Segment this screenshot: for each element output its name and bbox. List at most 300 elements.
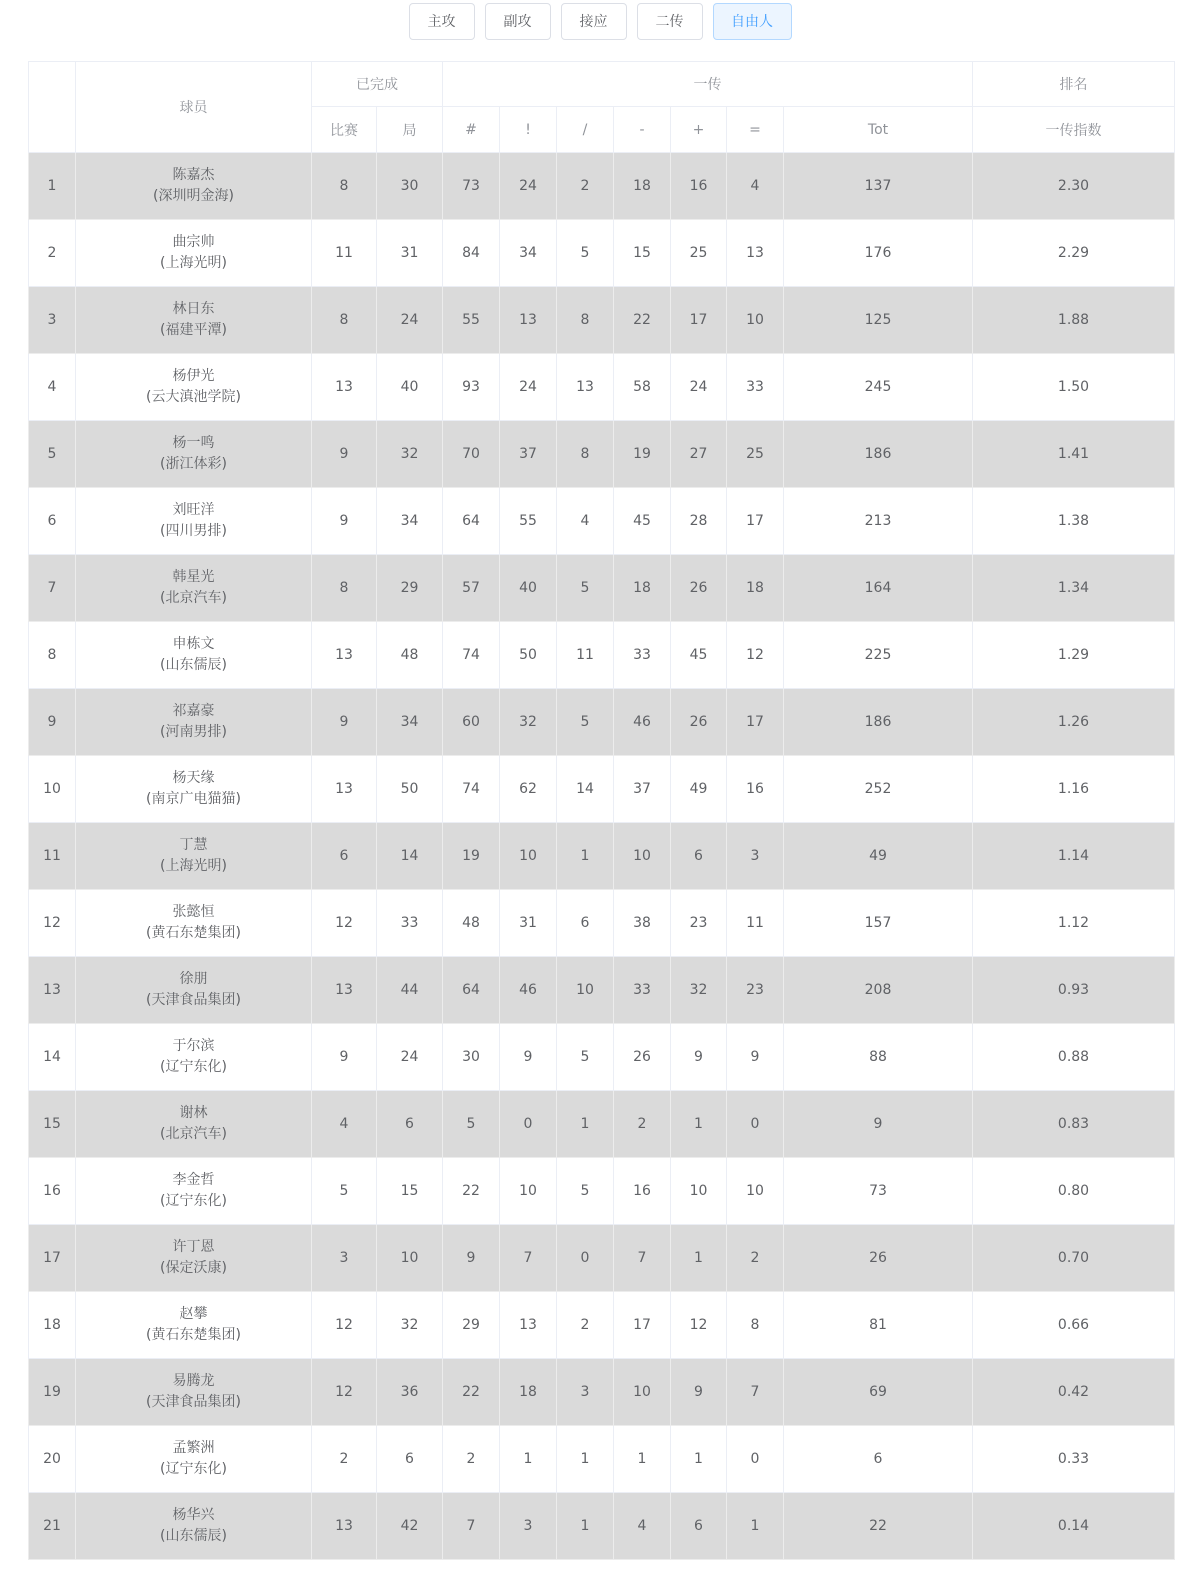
cell-reception-index: 0.42 [973, 1359, 1175, 1426]
cell-perfect: 64 [443, 957, 500, 1024]
cell-error: 10 [727, 287, 784, 354]
col-header-perfect[interactable]: # [443, 107, 500, 153]
cell-overpass: 1 [557, 1426, 614, 1493]
player-name: 谢林 [179, 1105, 208, 1121]
table-row[interactable] [29, 1493, 1175, 1560]
cell-poor: 22 [614, 287, 671, 354]
cell-perfect: 70 [443, 421, 500, 488]
player-cell [76, 1091, 312, 1158]
cell-good: 62 [500, 756, 557, 823]
rank-cell: 10 [29, 756, 76, 823]
player-cell [76, 957, 312, 1024]
cell-good: 37 [500, 421, 557, 488]
cell-sets: 42 [377, 1493, 443, 1560]
table-row[interactable] [29, 1158, 1175, 1225]
cell-sets: 36 [377, 1359, 443, 1426]
table-row[interactable] [29, 622, 1175, 689]
cell-reception-index: 1.14 [973, 823, 1175, 890]
cell-total: 252 [784, 756, 973, 823]
rank-header [29, 62, 76, 153]
cell-sets: 33 [377, 890, 443, 957]
player-cell [76, 823, 312, 890]
cell-matches: 8 [312, 555, 377, 622]
cell-good: 32 [500, 689, 557, 756]
cell-positive: 28 [671, 488, 727, 555]
col-header-error[interactable]: = [727, 107, 784, 153]
table-row[interactable] [29, 488, 1175, 555]
cell-positive: 17 [671, 287, 727, 354]
cell-error: 18 [727, 555, 784, 622]
table-row[interactable] [29, 287, 1175, 354]
player-team: (北京汽车) [160, 590, 227, 606]
cell-perfect: 2 [443, 1426, 500, 1493]
cell-error: 12 [727, 622, 784, 689]
cell-total: 88 [784, 1024, 973, 1091]
cell-positive: 49 [671, 756, 727, 823]
cell-sets: 15 [377, 1158, 443, 1225]
cell-reception-index: 1.41 [973, 421, 1175, 488]
cell-good: 40 [500, 555, 557, 622]
player-cell [76, 689, 312, 756]
rank-cell: 17 [29, 1225, 76, 1292]
table-row[interactable] [29, 756, 1175, 823]
cell-sets: 34 [377, 488, 443, 555]
cell-overpass: 10 [557, 957, 614, 1024]
cell-matches: 13 [312, 354, 377, 421]
cell-reception-index: 2.30 [973, 153, 1175, 220]
cell-poor: 58 [614, 354, 671, 421]
cell-total: 26 [784, 1225, 973, 1292]
table-row[interactable] [29, 220, 1175, 287]
table-row[interactable] [29, 354, 1175, 421]
table-row[interactable] [29, 1091, 1175, 1158]
rank-cell: 6 [29, 488, 76, 555]
player-name: 曲宗帅 [172, 234, 215, 250]
cell-poor: 1 [614, 1426, 671, 1493]
cell-good: 7 [500, 1225, 557, 1292]
cell-overpass: 1 [557, 1493, 614, 1560]
player-cell [76, 488, 312, 555]
cell-matches: 11 [312, 220, 377, 287]
player-cell [76, 555, 312, 622]
cell-total: 49 [784, 823, 973, 890]
cell-overpass: 13 [557, 354, 614, 421]
cell-total: 157 [784, 890, 973, 957]
table-row[interactable] [29, 555, 1175, 622]
cell-good: 31 [500, 890, 557, 957]
cell-positive: 1 [671, 1225, 727, 1292]
cell-perfect: 5 [443, 1091, 500, 1158]
cell-matches: 13 [312, 957, 377, 1024]
cell-sets: 32 [377, 421, 443, 488]
cell-perfect: 29 [443, 1292, 500, 1359]
cell-good: 34 [500, 220, 557, 287]
cell-overpass: 3 [557, 1359, 614, 1426]
cell-perfect: 22 [443, 1359, 500, 1426]
reception-stats-table [28, 61, 1175, 1560]
cell-error: 2 [727, 1225, 784, 1292]
cell-reception-index: 1.26 [973, 689, 1175, 756]
player-cell [76, 1292, 312, 1359]
player-name: 杨伊光 [172, 368, 215, 384]
player-name: 徐朋 [179, 971, 208, 987]
cell-poor: 10 [614, 1359, 671, 1426]
player-team: (上海光明) [160, 255, 227, 271]
cell-matches: 13 [312, 622, 377, 689]
cell-sets: 10 [377, 1225, 443, 1292]
cell-reception-index: 0.14 [973, 1493, 1175, 1560]
player-cell [76, 287, 312, 354]
cell-sets: 31 [377, 220, 443, 287]
cell-total: 176 [784, 220, 973, 287]
cell-overpass: 8 [557, 421, 614, 488]
cell-sets: 30 [377, 153, 443, 220]
cell-matches: 12 [312, 1292, 377, 1359]
cell-positive: 24 [671, 354, 727, 421]
table-row[interactable] [29, 1292, 1175, 1359]
cell-error: 13 [727, 220, 784, 287]
cell-error: 7 [727, 1359, 784, 1426]
cell-reception-index: 0.93 [973, 957, 1175, 1024]
tab-middle-blocker[interactable]: 副攻 [485, 3, 551, 40]
cell-matches: 8 [312, 287, 377, 354]
cell-perfect: 73 [443, 153, 500, 220]
cell-positive: 6 [671, 1493, 727, 1560]
player-cell [76, 220, 312, 287]
player-name: 杨一鸣 [172, 435, 215, 451]
player-team: (河南男排) [160, 724, 227, 740]
player-team: (黄石东楚集团) [146, 1327, 241, 1343]
col-header-good[interactable]: ! [500, 107, 557, 153]
cell-poor: 19 [614, 421, 671, 488]
cell-poor: 38 [614, 890, 671, 957]
cell-error: 11 [727, 890, 784, 957]
cell-poor: 18 [614, 153, 671, 220]
player-team: (北京汽车) [160, 1126, 227, 1142]
cell-good: 13 [500, 287, 557, 354]
cell-total: 69 [784, 1359, 973, 1426]
rank-cell: 13 [29, 957, 76, 1024]
cell-sets: 32 [377, 1292, 443, 1359]
cell-total: 186 [784, 421, 973, 488]
cell-error: 4 [727, 153, 784, 220]
table-row[interactable] [29, 957, 1175, 1024]
player-name: 杨华兴 [172, 1507, 215, 1523]
player-name: 丁慧 [179, 837, 208, 853]
table-row[interactable] [29, 1359, 1175, 1426]
cell-perfect: 74 [443, 756, 500, 823]
cell-poor: 4 [614, 1493, 671, 1560]
cell-reception-index: 1.12 [973, 890, 1175, 957]
cell-perfect: 74 [443, 622, 500, 689]
cell-reception-index: 1.50 [973, 354, 1175, 421]
cell-overpass: 2 [557, 1292, 614, 1359]
cell-good: 0 [500, 1091, 557, 1158]
cell-reception-index: 1.16 [973, 756, 1175, 823]
player-team: (山东儒辰) [160, 657, 227, 673]
player-name: 李金哲 [172, 1172, 215, 1188]
cell-good: 13 [500, 1292, 557, 1359]
player-cell [76, 1493, 312, 1560]
cell-total: 213 [784, 488, 973, 555]
cell-positive: 1 [671, 1426, 727, 1493]
cell-reception-index: 1.34 [973, 555, 1175, 622]
player-name: 赵攀 [179, 1306, 208, 1322]
cell-overpass: 0 [557, 1225, 614, 1292]
rank-cell: 12 [29, 890, 76, 957]
table-row[interactable] [29, 421, 1175, 488]
player-team: (辽宁东化) [160, 1059, 227, 1075]
cell-matches: 9 [312, 488, 377, 555]
cell-positive: 1 [671, 1091, 727, 1158]
cell-overpass: 11 [557, 622, 614, 689]
rank-cell: 9 [29, 689, 76, 756]
cell-good: 9 [500, 1024, 557, 1091]
tab-outside-hitter[interactable]: 主攻 [409, 3, 475, 40]
cell-matches: 3 [312, 1225, 377, 1292]
player-team: (辽宁东化) [160, 1461, 227, 1477]
reception-group-header: 一传 [443, 62, 973, 107]
table-body [29, 153, 1175, 1560]
table-row[interactable] [29, 1024, 1175, 1091]
cell-total: 9 [784, 1091, 973, 1158]
col-header-sets[interactable]: 局 [377, 107, 443, 153]
cell-poor: 26 [614, 1024, 671, 1091]
cell-error: 17 [727, 689, 784, 756]
cell-overpass: 6 [557, 890, 614, 957]
cell-reception-index: 0.33 [973, 1426, 1175, 1493]
player-cell [76, 1225, 312, 1292]
cell-sets: 24 [377, 287, 443, 354]
player-name: 陈嘉杰 [172, 167, 215, 183]
cell-sets: 14 [377, 823, 443, 890]
player-name: 林日东 [172, 301, 215, 317]
cell-perfect: 30 [443, 1024, 500, 1091]
cell-sets: 40 [377, 354, 443, 421]
player-name: 祁嘉豪 [172, 703, 215, 719]
cell-matches: 9 [312, 421, 377, 488]
rank-cell: 5 [29, 421, 76, 488]
cell-reception-index: 2.29 [973, 220, 1175, 287]
cell-sets: 50 [377, 756, 443, 823]
cell-perfect: 60 [443, 689, 500, 756]
cell-total: 73 [784, 1158, 973, 1225]
player-team: (浙江体彩) [160, 456, 227, 472]
cell-matches: 9 [312, 1024, 377, 1091]
col-header-reception-index[interactable]: 一传指数 [973, 107, 1175, 153]
player-cell [76, 1024, 312, 1091]
player-name: 孟繁洲 [172, 1440, 215, 1456]
cell-good: 24 [500, 354, 557, 421]
rank-cell: 2 [29, 220, 76, 287]
cell-reception-index: 1.88 [973, 287, 1175, 354]
ranking-group-header: 排名 [973, 62, 1175, 107]
table-row[interactable] [29, 689, 1175, 756]
player-name: 张懿恒 [172, 904, 215, 920]
cell-sets: 48 [377, 622, 443, 689]
rank-cell: 1 [29, 153, 76, 220]
cell-matches: 12 [312, 1359, 377, 1426]
cell-error: 3 [727, 823, 784, 890]
player-name: 许丁恩 [172, 1239, 215, 1255]
cell-matches: 13 [312, 756, 377, 823]
tab-libero[interactable]: 自由人 [713, 3, 792, 40]
cell-perfect: 19 [443, 823, 500, 890]
rank-cell: 11 [29, 823, 76, 890]
cell-good: 50 [500, 622, 557, 689]
player-team: (深圳明金海) [153, 188, 234, 204]
table-row[interactable] [29, 823, 1175, 890]
player-team: (南京广电猫猫) [146, 791, 241, 807]
cell-total: 208 [784, 957, 973, 1024]
table-header-row-groups [29, 62, 1175, 107]
cell-overpass: 1 [557, 823, 614, 890]
cell-total: 22 [784, 1493, 973, 1560]
cell-good: 46 [500, 957, 557, 1024]
cell-poor: 15 [614, 220, 671, 287]
cell-error: 25 [727, 421, 784, 488]
cell-perfect: 64 [443, 488, 500, 555]
cell-overpass: 5 [557, 689, 614, 756]
cell-total: 245 [784, 354, 973, 421]
cell-matches: 4 [312, 1091, 377, 1158]
cell-sets: 6 [377, 1091, 443, 1158]
tab-setter[interactable]: 二传 [637, 3, 703, 40]
cell-sets: 6 [377, 1426, 443, 1493]
cell-overpass: 4 [557, 488, 614, 555]
table-row[interactable] [29, 890, 1175, 957]
cell-positive: 27 [671, 421, 727, 488]
cell-poor: 46 [614, 689, 671, 756]
cell-reception-index: 1.29 [973, 622, 1175, 689]
cell-matches: 2 [312, 1426, 377, 1493]
player-team: (辽宁东化) [160, 1193, 227, 1209]
player-cell [76, 622, 312, 689]
cell-error: 1 [727, 1493, 784, 1560]
tab-opposite[interactable]: 接应 [561, 3, 627, 40]
cell-perfect: 9 [443, 1225, 500, 1292]
cell-good: 10 [500, 823, 557, 890]
cell-sets: 34 [377, 689, 443, 756]
player-team: (天津食品集团) [146, 1394, 241, 1410]
cell-overpass: 5 [557, 1158, 614, 1225]
cell-perfect: 7 [443, 1493, 500, 1560]
player-team: (天津食品集团) [146, 992, 241, 1008]
cell-perfect: 55 [443, 287, 500, 354]
cell-total: 164 [784, 555, 973, 622]
cell-matches: 13 [312, 1493, 377, 1560]
rank-cell: 8 [29, 622, 76, 689]
cell-reception-index: 0.70 [973, 1225, 1175, 1292]
col-header-poor[interactable]: - [614, 107, 671, 153]
cell-good: 3 [500, 1493, 557, 1560]
cell-error: 33 [727, 354, 784, 421]
cell-poor: 45 [614, 488, 671, 555]
cell-positive: 23 [671, 890, 727, 957]
col-header-matches[interactable]: 比赛 [312, 107, 377, 153]
player-name: 于尔滨 [172, 1038, 215, 1054]
cell-positive: 45 [671, 622, 727, 689]
player-name: 申栋文 [172, 636, 215, 652]
table-row[interactable] [29, 153, 1175, 220]
cell-reception-index: 0.88 [973, 1024, 1175, 1091]
cell-positive: 32 [671, 957, 727, 1024]
cell-reception-index: 0.80 [973, 1158, 1175, 1225]
player-cell [76, 1158, 312, 1225]
rank-cell: 4 [29, 354, 76, 421]
cell-total: 186 [784, 689, 973, 756]
cell-poor: 7 [614, 1225, 671, 1292]
cell-overpass: 8 [557, 287, 614, 354]
cell-positive: 25 [671, 220, 727, 287]
cell-total: 6 [784, 1426, 973, 1493]
player-team: (上海光明) [160, 858, 227, 874]
col-header-overpass[interactable]: / [557, 107, 614, 153]
rank-cell: 7 [29, 555, 76, 622]
cell-good: 55 [500, 488, 557, 555]
cell-perfect: 22 [443, 1158, 500, 1225]
player-cell [76, 153, 312, 220]
cell-positive: 9 [671, 1359, 727, 1426]
cell-poor: 33 [614, 622, 671, 689]
col-header-total[interactable]: Tot [784, 107, 973, 153]
cell-matches: 8 [312, 153, 377, 220]
player-team: (云大滇池学院) [146, 389, 241, 405]
cell-error: 0 [727, 1426, 784, 1493]
cell-perfect: 84 [443, 220, 500, 287]
rank-cell: 14 [29, 1024, 76, 1091]
rank-cell: 3 [29, 287, 76, 354]
cell-error: 16 [727, 756, 784, 823]
cell-overpass: 14 [557, 756, 614, 823]
cell-error: 10 [727, 1158, 784, 1225]
cell-total: 225 [784, 622, 973, 689]
cell-positive: 12 [671, 1292, 727, 1359]
player-name: 韩星光 [172, 569, 215, 585]
cell-error: 23 [727, 957, 784, 1024]
table-row[interactable] [29, 1225, 1175, 1292]
cell-matches: 6 [312, 823, 377, 890]
cell-total: 81 [784, 1292, 973, 1359]
table-row[interactable] [29, 1426, 1175, 1493]
cell-reception-index: 0.66 [973, 1292, 1175, 1359]
cell-error: 0 [727, 1091, 784, 1158]
cell-total: 125 [784, 287, 973, 354]
player-cell [76, 354, 312, 421]
cell-reception-index: 0.83 [973, 1091, 1175, 1158]
cell-reception-index: 1.38 [973, 488, 1175, 555]
cell-overpass: 5 [557, 555, 614, 622]
cell-perfect: 93 [443, 354, 500, 421]
col-header-positive[interactable]: + [671, 107, 727, 153]
player-team: (四川男排) [160, 523, 227, 539]
player-cell [76, 1426, 312, 1493]
cell-positive: 26 [671, 555, 727, 622]
cell-positive: 16 [671, 153, 727, 220]
player-name: 杨天缘 [172, 770, 215, 786]
cell-perfect: 48 [443, 890, 500, 957]
cell-poor: 16 [614, 1158, 671, 1225]
cell-poor: 33 [614, 957, 671, 1024]
cell-overpass: 5 [557, 220, 614, 287]
cell-poor: 18 [614, 555, 671, 622]
cell-good: 18 [500, 1359, 557, 1426]
cell-sets: 24 [377, 1024, 443, 1091]
cell-error: 9 [727, 1024, 784, 1091]
cell-matches: 5 [312, 1158, 377, 1225]
player-header[interactable]: 球员 [76, 62, 312, 153]
cell-matches: 12 [312, 890, 377, 957]
